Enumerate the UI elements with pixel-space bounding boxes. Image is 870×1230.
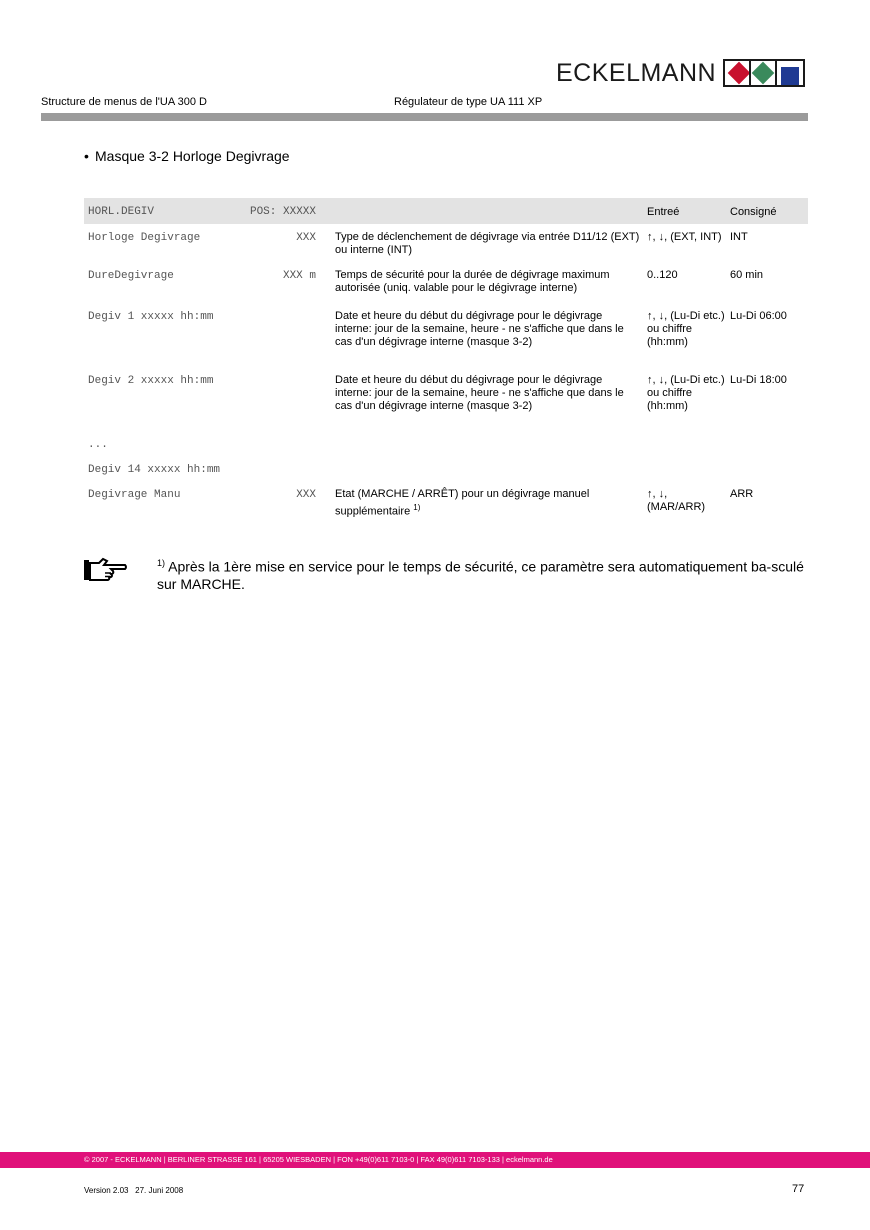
footnote-text [157, 555, 812, 593]
param-name: Horloge Degivrage [88, 232, 201, 244]
param-name: Degiv 2 xxxxx hh:mm [88, 375, 214, 387]
header-doc-title: Structure de menus de l'UA 300 D [41, 96, 207, 108]
param-entree: ↑, ↓, (Lu-Di etc.) ou chiffre (hh:mm) [647, 310, 725, 348]
logo-marks-icon [723, 59, 805, 87]
bullet: • [84, 148, 89, 164]
logo-wordmark: ECKELMANN [556, 59, 717, 87]
footer-company-info: © 2007 - ECKELMANN | BERLINER STRASSE 161 | 65205 WIESBADEN | FON +49(0)611 7103-0 | FAX 49(0)611 7103-133 | eckelmann.de [84, 1155, 553, 1164]
eckelmann-logo [556, 58, 805, 88]
footnote-marker: 1) [157, 558, 166, 568]
param-entree: ↑, ↓, (EXT, INT) [647, 231, 722, 243]
param-consigne: 60 min [730, 269, 764, 281]
pointing-hand-icon [83, 557, 127, 583]
section-heading [84, 148, 290, 164]
param-description-text: Etat (MARCHE / ARRÊT) pour un dégivrage manuel supplémentaire [335, 488, 590, 518]
param-consigne: Lu-Di 18:00 [730, 374, 787, 386]
table-head-pos: POS: XXXXX [249, 206, 316, 218]
param-value: XXX m [282, 270, 316, 282]
header-regulator-type: Régulateur de type UA 111 XP [394, 96, 543, 108]
param-description: Type de déclenchement de dégivrage via entrée D11/12 (EXT) ou interne (INT) [335, 231, 640, 256]
version-info: Version 2.03 27. Juni 2008 [84, 1186, 184, 1195]
param-consigne: INT [730, 231, 748, 243]
section-title: Masque 3-2 Horloge Degivrage [95, 148, 290, 164]
table-head-entree: Entreé [647, 206, 680, 218]
param-name: Degivrage Manu [88, 489, 181, 501]
param-description: Temps de sécurité pour la durée de dégivrage maximum autorisée (uniq. valable pour le dégivrage interne) [335, 269, 610, 294]
footnote-body: Après la 1ère mise en service pour le temps de sécurité, ce paramètre sera automatiquement ba-sculé sur MARCHE. [157, 558, 804, 592]
param-description: Date et heure du début du dégivrage pour le dégivrage interne: jour de la semaine, heure - ne s'affiche que dans le cas d'un dégivrage interne (masque 3-2) [335, 310, 624, 348]
param-ellipsis: ... [88, 439, 108, 451]
param-name: Degiv 1 xxxxx hh:mm [88, 311, 214, 323]
param-name: DureDegivrage [88, 270, 174, 282]
table-head-name: HORL.DEGIV [88, 206, 155, 218]
param-entree: ↑, ↓, (MAR/ARR) [647, 488, 706, 513]
param-consigne: ARR [730, 488, 754, 500]
param-entree: ↑, ↓, (Lu-Di etc.) ou chiffre (hh:mm) [647, 374, 725, 412]
param-value: XXX [296, 489, 316, 501]
param-consigne: Lu-Di 06:00 [730, 310, 787, 322]
table-head-consigne: Consigné [730, 206, 777, 218]
header-divider [41, 113, 808, 121]
param-description [335, 488, 640, 519]
param-name: Degiv 14 xxxxx hh:mm [88, 464, 221, 476]
param-value: XXX [296, 232, 316, 244]
footnote-ref: 1) [413, 503, 421, 512]
param-entree: 0..120 [647, 269, 678, 281]
param-description: Date et heure du début du dégivrage pour le dégivrage interne: jour de la semaine, heure - ne s'affiche que dans le cas d'un dégivrage interne (masque 3-2) [335, 374, 624, 412]
page-number: 77 [792, 1183, 805, 1195]
